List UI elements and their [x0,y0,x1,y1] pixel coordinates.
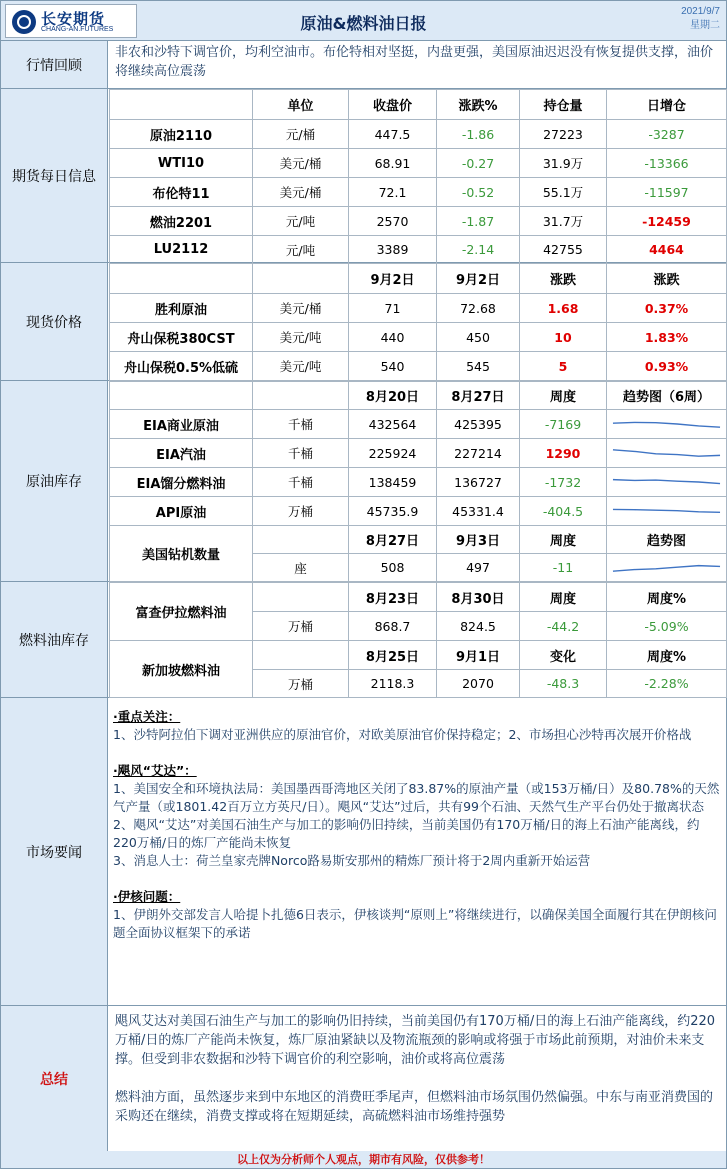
news-hurricane-p1: 1、美国安全和环境执法局：美国墨西哥湾地区关闭了83.87%的原油产量（或153万桶/日）及80.78%的天然气产量（或1801.42百万立方英尺/日）。飓风“艾达”过后，共有99个石油、天然气生产平台仍处于撤离状态 [113,781,720,814]
news-spacer [113,870,720,888]
inventory-header-d2: 8月27日 [437,382,520,410]
futures-header-close: 收盘价 [349,90,437,120]
rig-trend-cell [607,554,727,582]
news-iran-heading [113,888,720,906]
table-row [110,178,727,207]
singapore-header-d1: 8月25日 [349,641,437,670]
rig-header-chg: 周度 [520,526,607,554]
futures-chg: -1.87 [437,207,520,236]
futures-unit: 美元/桶 [253,178,349,207]
singapore-unit: 万桶 [253,670,349,698]
table-row [110,294,727,323]
inventory-unit: 千桶 [253,439,349,468]
fuel-inventory-section [1,582,726,698]
futures-section [1,89,726,263]
spot-header-d2: 9月2日 [437,264,520,294]
inventory-v2: 227214 [437,439,520,468]
futures-chg: -1.86 [437,120,520,149]
report-header [1,1,726,41]
spot-name: 舟山保税0.5%低硫 [110,352,253,381]
futures-name: WTI10 [110,149,253,178]
summary-label: 总结 [1,1006,108,1151]
spot-label: 现货价格 [1,263,108,380]
futures-doi: 4464 [607,236,727,264]
sparkline-eia-crude [609,412,724,436]
futures-header-oi: 持仓量 [520,90,607,120]
inventory-name: EIA汽油 [110,439,253,468]
sparkline-series-line [613,422,720,427]
singapore-header-d2: 9月1日 [437,641,520,670]
fujairah-header-chg: 周度 [520,583,607,612]
date-text: 2021/9/7 [681,6,720,17]
inventory-header-blank [110,382,253,410]
futures-chg: -2.14 [437,236,520,264]
news-focus-heading-text: ·重点关注： [113,709,181,724]
spot-header-blank [110,264,253,294]
futures-chg: -0.27 [437,149,520,178]
table-row [110,323,727,352]
inventory-header-trend: 趋势图（6周） [607,382,727,410]
market-news-section [1,698,726,1006]
inventory-v1: 432564 [349,410,437,439]
table-row [110,149,727,178]
inventory-v1: 225924 [349,439,437,468]
inventory-chg: -1732 [520,468,607,497]
futures-header-row [110,90,727,120]
spot-chg: 10 [520,323,607,352]
rig-header-d1: 8月27日 [349,526,437,554]
singapore-header-blank [253,641,349,670]
fujairah-header-blank [253,583,349,612]
inventory-v2: 136727 [437,468,520,497]
futures-close: 68.91 [349,149,437,178]
spot-p2: 450 [437,323,520,352]
futures-label: 期货每日信息 [1,89,108,262]
spot-header-row [110,264,727,294]
news-focus-p1: 1、沙特阿拉伯下调对亚洲供应的原油官价，对欧美原油官价保持稳定；2、市场担心沙特再次展开价格战 [113,727,692,742]
singapore-name: 新加坡燃料油 [110,641,253,698]
logo-cn-text: 长安期货 [41,10,106,28]
inventory-name: API原油 [110,497,253,526]
futures-close: 3389 [349,236,437,264]
spot-chg: 5 [520,352,607,381]
spot-p1: 540 [349,352,437,381]
sparkline-series-line [613,565,720,571]
futures-doi: -12459 [607,207,727,236]
summary-p2: 燃料油方面，虽然逐步来到中东地区的消费旺季尾声，但燃料油市场氛围仍然偏强。中东与南亚消费国的采购还在继续，消费支撑或将在短期延续，高硫燃料油市场维持强势 [115,1090,714,1124]
futures-unit: 元/桶 [253,120,349,149]
table-row [110,439,727,468]
sparkline-eia-gasoline [609,441,724,465]
futures-header-chg: 涨跌% [437,90,520,120]
spot-p2: 72.68 [437,294,520,323]
inventory-header-d1: 8月20日 [349,382,437,410]
inventory-v2: 45331.4 [437,497,520,526]
market-news-body [109,698,726,1005]
inventory-v2: 425395 [437,410,520,439]
futures-unit: 元/吨 [253,236,349,264]
news-hurricane-p3: 3、消息人士：荷兰皇家壳牌Norco路易斯安那州的精炼厂预计将于2周内重新开始运营 [113,853,591,868]
spot-header-pct: 涨跌 [607,264,727,294]
inventory-trend-cell [607,468,727,497]
futures-name: 原油2110 [110,120,253,149]
futures-oi: 31.7万 [520,207,607,236]
futures-name: 布伦特11 [110,178,253,207]
futures-close: 72.1 [349,178,437,207]
futures-doi: -3287 [607,120,727,149]
rig-header-d2: 9月3日 [437,526,520,554]
news-iran-p1: 1、伊朗外交部发言人哈提卜扎德6日表示，伊核谈判“原则上”将继续进行，以确保美国全面履行其在伊朗核问题全面协议框架下的承诺 [113,907,717,940]
inventory-name: EIA商业原油 [110,410,253,439]
logo-en-text: CHANG-AN.FUTURES [41,26,114,33]
summary-body [109,1006,726,1151]
fujairah-v2: 824.5 [437,612,520,641]
fujairah-header-d2: 8月30日 [437,583,520,612]
futures-name: 燃油2201 [110,207,253,236]
fujairah-header-row [110,583,727,612]
report-date [681,5,720,33]
spot-p1: 440 [349,323,437,352]
spot-unit: 美元/吨 [253,352,349,381]
fujairah-chg: -44.2 [520,612,607,641]
report-title: 原油&燃料油日报 [300,14,427,33]
summary-spacer [115,1069,720,1088]
inventory-header-row [110,382,727,410]
sparkline-eia-distillate [609,470,724,494]
fuel-inventory-label: 燃料油库存 [1,582,108,697]
fuel-inventory-table [109,582,727,698]
futures-header-blank [110,90,253,120]
spot-header-d1: 9月2日 [349,264,437,294]
singapore-v2: 2070 [437,670,520,698]
futures-close: 2570 [349,207,437,236]
spot-p2: 545 [437,352,520,381]
futures-name: LU2112 [110,236,253,264]
spot-p1: 71 [349,294,437,323]
inventory-unit: 千桶 [253,468,349,497]
singapore-chg: -48.3 [520,670,607,698]
inventory-header-blank [253,382,349,410]
spot-header-blank [253,264,349,294]
inventory-chg: 1290 [520,439,607,468]
singapore-pct: -2.28% [607,670,727,698]
inventory-header-chg: 周度 [520,382,607,410]
singapore-v1: 2118.3 [349,670,437,698]
spot-pct: 0.37% [607,294,727,323]
fujairah-name: 富查伊拉燃料油 [110,583,253,641]
rig-header-row [110,526,727,554]
futures-header-unit: 单位 [253,90,349,120]
summary-section [1,1006,726,1151]
futures-unit: 美元/桶 [253,149,349,178]
spot-table [109,263,727,381]
inventory-name: EIA馏分燃料油 [110,468,253,497]
news-focus-heading [113,708,720,726]
spot-name: 舟山保税380CST [110,323,253,352]
sparkline-series-line [613,509,720,512]
fujairah-unit: 万桶 [253,612,349,641]
rig-header-blank [253,526,349,554]
futures-oi: 55.1万 [520,178,607,207]
singapore-header-chg: 变化 [520,641,607,670]
table-row [110,120,727,149]
rig-v1: 508 [349,554,437,582]
spot-unit: 美元/吨 [253,323,349,352]
spot-chg: 1.68 [520,294,607,323]
crude-inventory-section [1,381,726,582]
inventory-unit: 万桶 [253,497,349,526]
futures-header-doi: 日增仓 [607,90,727,120]
table-row [110,410,727,439]
rig-unit: 座 [253,554,349,582]
news-iran-heading-text: ·伊核问题： [113,889,181,904]
news-spacer [113,744,720,762]
spot-header-chg: 涨跌 [520,264,607,294]
futures-oi: 31.9万 [520,149,607,178]
rig-chg: -11 [520,554,607,582]
futures-close: 447.5 [349,120,437,149]
futures-doi: -13366 [607,149,727,178]
table-row [110,236,727,264]
fujairah-header-pct: 周度% [607,583,727,612]
singapore-header-row [110,641,727,670]
spot-pct: 0.93% [607,352,727,381]
rig-v2: 497 [437,554,520,582]
news-hurricane-heading [113,762,720,780]
futures-doi: -11597 [607,178,727,207]
market-review-section [1,41,726,89]
futures-table [109,89,727,264]
market-news-label: 市场要闻 [1,698,108,1005]
market-review-text: 非农和沙特下调官价，均利空油市。布伦特相对坚挺，内盘更强，美国原油迟迟没有恢复提供支撑，油价将继续高位震荡 [115,45,714,79]
inventory-chg: -404.5 [520,497,607,526]
futures-chg: -0.52 [437,178,520,207]
table-row [110,468,727,497]
spot-pct: 1.83% [607,323,727,352]
inventory-trend-cell [607,497,727,526]
sparkline-series-line [613,480,720,484]
spot-unit: 美元/桶 [253,294,349,323]
news-hurricane-p2: 2、飓风“艾达”对美国石油生产与加工的影响仍旧持续，当前美国仍有170万桶/日的海上石油产能离线，约220万桶/日的炼厂产能尚未恢复 [113,817,700,850]
crude-inventory-label: 原油库存 [1,381,108,581]
fujairah-header-d1: 8月23日 [349,583,437,612]
inventory-v1: 45735.9 [349,497,437,526]
rig-name: 美国钻机数量 [110,526,253,582]
market-review-label: 行情回顾 [1,41,108,88]
futures-unit: 元/吨 [253,207,349,236]
spot-name: 胜利原油 [110,294,253,323]
table-row [110,352,727,381]
sparkline-series-line [613,450,720,456]
fujairah-pct: -5.09% [607,612,727,641]
inventory-trend-cell [607,439,727,468]
table-row [110,207,727,236]
inventory-v1: 138459 [349,468,437,497]
sparkline-api-crude [609,499,724,523]
news-hurricane-heading-text: ·飓风“艾达”： [113,763,197,778]
singapore-header-pct: 周度% [607,641,727,670]
summary-p1: 飓风艾达对美国石油生产与加工的影响仍旧持续，当前美国仍有170万桶/日的海上石油产能离线，约220万桶/日的炼厂产能尚未恢复，炼厂原油紧缺以及物流瓶颈的影响或将强于市场此前预期，对油价未来支撑。但受到非农数据和沙特下调官价的利空影响，油价或将高位震荡 [115,1014,716,1067]
inventory-trend-cell [607,410,727,439]
weekday-text: 星期二 [690,20,720,31]
inventory-chg: -7169 [520,410,607,439]
disclaimer-footer: 以上仅为分析师个人观点，期市有风险，仅供参考！ [1,1151,726,1168]
spot-section [1,263,726,381]
sparkline-rig-count [609,556,724,580]
fujairah-v1: 868.7 [349,612,437,641]
futures-oi: 42755 [520,236,607,264]
table-row [110,497,727,526]
futures-oi: 27223 [520,120,607,149]
crude-inventory-table [109,381,727,582]
inventory-unit: 千桶 [253,410,349,439]
rig-header-trend: 趋势图 [607,526,727,554]
